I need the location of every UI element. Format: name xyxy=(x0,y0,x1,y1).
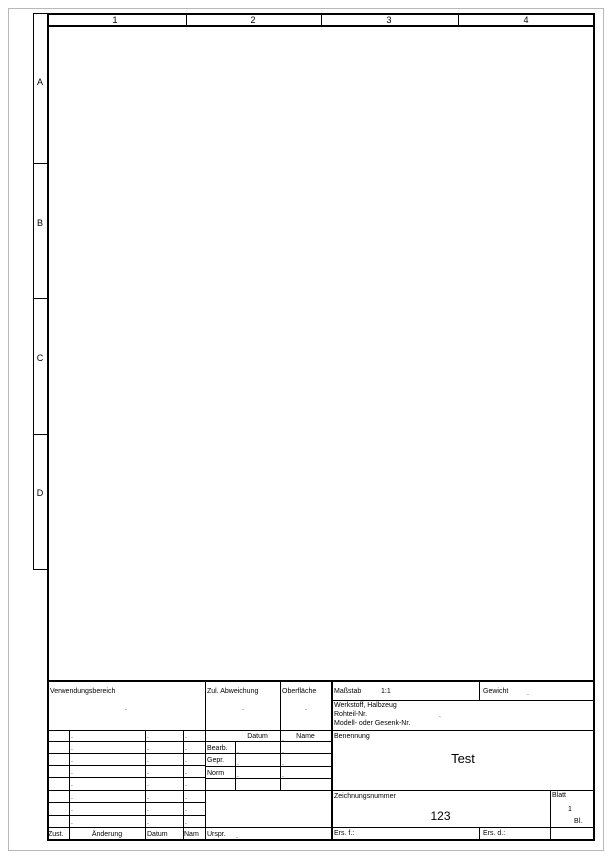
zul-abweichung-label: Zul. Abweichung xyxy=(207,688,259,695)
row-divider xyxy=(33,298,47,299)
row-zone-label: D xyxy=(36,488,44,498)
verwendungsbereich-label: Verwendungsbereich xyxy=(50,688,116,695)
column-zone-label: 2 xyxy=(250,15,256,25)
ers-f-label: Ers. f.: xyxy=(334,830,355,837)
datum-header: Datum xyxy=(247,733,268,740)
rohteil-nr-label: Rohteil-Nr. xyxy=(334,711,368,718)
name-header: Name xyxy=(296,733,315,740)
column-zone-label: 3 xyxy=(386,15,392,25)
benennung-value: Test xyxy=(451,751,475,766)
bearb-label: Bearb. xyxy=(207,745,228,752)
urspr-label: Urspr. xyxy=(207,831,226,838)
zeichnungsnummer-value: 123 xyxy=(430,809,451,823)
bl-label: Bl. xyxy=(574,818,583,825)
column-divider xyxy=(321,13,322,27)
row-zone-label: A xyxy=(36,77,43,87)
column-zone-label: 1 xyxy=(112,15,118,25)
column-divider xyxy=(186,13,187,27)
blatt-value: 1 xyxy=(568,806,572,813)
ers-d-label: Ers. d.: xyxy=(483,830,506,837)
massstab-value: 1:1 xyxy=(381,688,391,695)
row-zone-strip xyxy=(33,13,48,570)
massstab-label: Maßstab xyxy=(334,688,362,695)
aenderung-label: Änderung xyxy=(91,831,123,838)
datum-footer-label: Datum xyxy=(147,831,168,838)
werkstoff-label: Werkstoff, Halbzeug xyxy=(334,702,397,709)
title-block: Verwendungsbereich . Zul. Abweichung . Oberfläche . Maßstab 1:1 Gewicht . Werkstoff, Halbzeug Rohteil-Nr. . Modell- oder Gesenk-Nr. Benennung Test Zeichnungsnummer 123 Blatt 1 Bl. Ers. f.: Ers. d.: . . . . . . . . . . . . . . . . . . . . . . . . Zust. Änderung Datum Nam Urspr. . Datum Name Bearb. Gepr. Norm . . . . . . . xyxy=(47,680,595,841)
row-zone-label: B xyxy=(36,218,43,228)
row-divider xyxy=(33,434,47,435)
blatt-label: Blatt xyxy=(552,792,567,799)
zeichnungsnummer-label: Zeichnungsnummer xyxy=(334,793,396,800)
row-divider xyxy=(33,163,47,164)
column-divider xyxy=(458,13,459,27)
zust-label: Zust. xyxy=(48,831,64,838)
row-zone-label: C xyxy=(36,353,44,363)
gepr-label: Gepr. xyxy=(207,757,225,764)
column-zone-label: 4 xyxy=(523,15,529,25)
benennung-label: Benennung xyxy=(334,733,370,740)
modell-nr-label: Modell- oder Gesenk-Nr. xyxy=(334,720,411,727)
nam-footer-label: Nam xyxy=(184,831,199,838)
norm-label: Norm xyxy=(207,770,225,777)
oberflaeche-label: Oberfläche xyxy=(282,688,317,695)
gewicht-label: Gewicht xyxy=(483,688,509,695)
